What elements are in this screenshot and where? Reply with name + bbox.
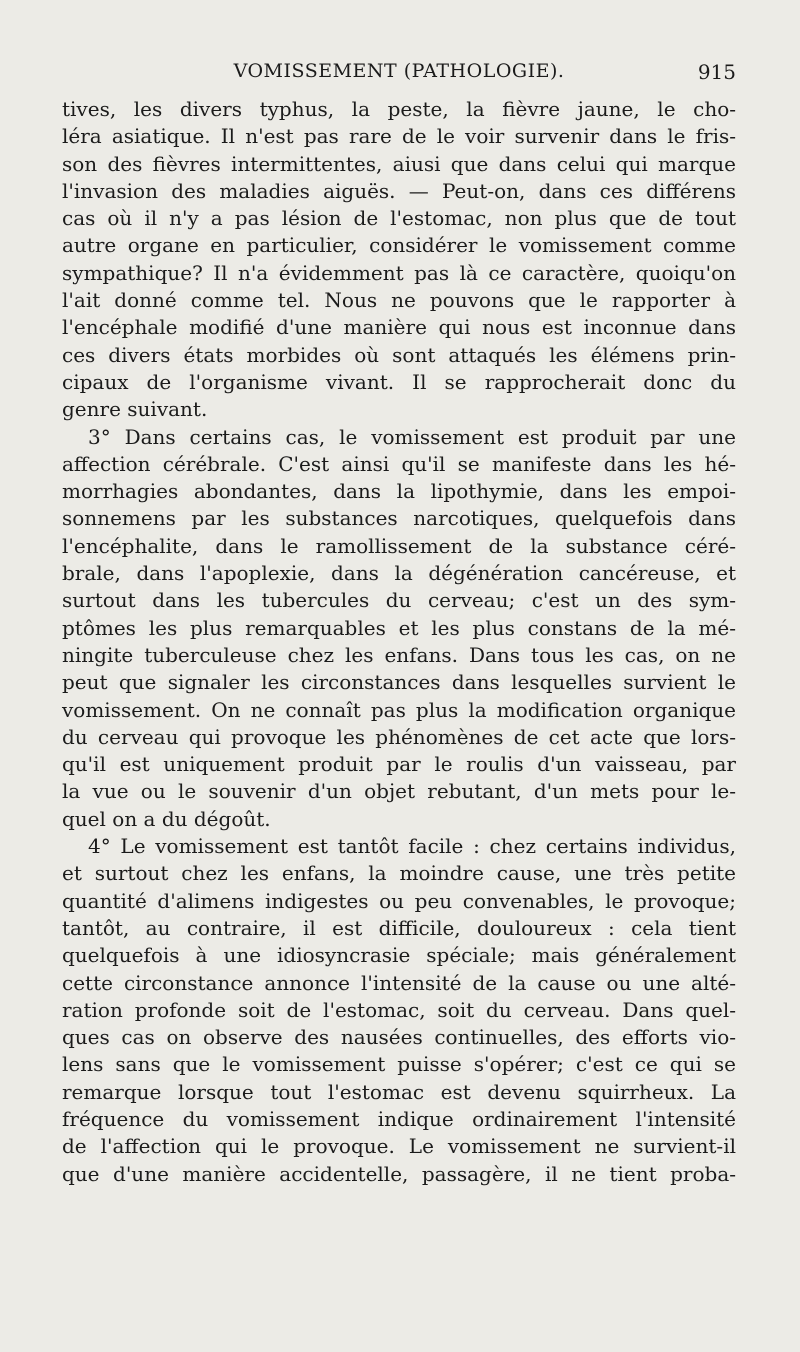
text-line: quel on a du dégoût. [62,806,271,831]
text-line: surtout dans les tubercules du cerveau; c'est un des sym- [62,588,736,613]
page-header [62,56,736,90]
text-line: morrhagies abondantes, dans la lipothymie, dans les empoi- [62,479,736,504]
text-line: son des fièvres intermittentes, aiusi que dans celui qui marque [62,151,736,176]
text-line: lens sans que le vomissement puisse s'opérer; c'est ce qui se [62,1052,736,1077]
text-line: l'encéphale modifié d'une manière qui nous est inconnue dans [62,315,736,340]
text-line: léra asiatique. Il n'est pas rare de le voir survenir dans le fris- [62,124,736,149]
text-line: la vue ou le souvenir d'un objet rebutant, d'un mets pour le- [62,779,736,804]
text-line: cette circonstance annonce l'intensité de la cause ou une alté- [62,970,736,995]
text-line: genre suivant. [62,397,208,422]
text-line: peut que signaler les circonstances dans lesquelles survient le [62,670,736,695]
paragraph-start: 4° Le vomissement est tantôt facile : chez certains individus, [88,834,736,859]
text-line: sympathique? Il n'a évidemment pas là ce caractère, quoiqu'on [62,260,736,285]
text-line: remarque lorsque tout l'estomac est devenu squirrheux. La [62,1079,736,1104]
text-line: l'encéphalite, dans le ramollissement de la substance céré- [62,533,736,558]
text-line: fréquence du vomissement indique ordinairement l'intensité [62,1106,736,1131]
text-line: ptômes les plus remarquables et les plus constans de la mé- [62,615,736,640]
text-line: quelquefois à une idiosyncrasie spéciale; mais généralement [62,943,736,968]
text-line: que d'une manière accidentelle, passagère, il ne tient proba- [62,1161,736,1186]
text-line: tives, les divers typhus, la peste, la fièvre jaune, le cho- [62,97,736,121]
paragraph-start: 3° Dans certains cas, le vomissement est produit par une [88,424,736,449]
text-line: l'ait donné comme tel. Nous ne pouvons que le rapporter à [62,288,736,313]
text-line: cipaux de l'organisme vivant. Il se rapprocherait donc du [62,369,736,394]
text-line: l'invasion des maladies aiguës. — Peut-on, dans ces différens [62,178,736,203]
text-line: ques cas on observe des nausées continuelles, des efforts vio- [62,1025,736,1050]
text-line: du cerveau qui provoque les phénomènes de cet acte que lors- [62,724,736,749]
text-line: ces divers états morbides où sont attaqués les élémens prin- [62,342,736,367]
text-line: de l'affection qui le provoque. Le vomissement ne survient-il [62,1134,736,1159]
text-line: ration profonde soit de l'estomac, soit du cerveau. Dans quel- [62,997,736,1022]
text-line: autre organe en particulier, considérer le vomissement comme [62,233,736,258]
text-line: ningite tuberculeuse chez les enfans. Dans tous les cas, on ne [62,642,736,667]
text-line: qu'il est uniquement produit par le roulis d'un vaisseau, par [62,752,736,777]
text-line: cas où il n'y a pas lésion de l'estomac, non plus que de tout [62,206,736,231]
body-text [62,96,736,1188]
running-title: VOMISSEMENT (PATHOLOGIE). [233,60,565,82]
text-line: tantôt, au contraire, il est difficile, douloureux : cela tient [62,915,736,940]
text-line: et surtout chez les enfans, la moindre cause, une très petite [62,861,736,886]
text-line: quantité d'alimens indigestes ou peu convenables, le provoque; [62,888,736,913]
text-line: affection cérébrale. C'est ainsi qu'il se manifeste dans les hé- [62,451,736,476]
page-number: 915 [697,60,736,84]
text-line: sonnemens par les substances narcotiques, quelquefois dans [62,506,736,531]
text-line: brale, dans l'apoplexie, dans la dégénération cancéreuse, et [62,561,736,586]
text-line: vomissement. On ne connaît pas plus la modification organique [62,697,736,722]
